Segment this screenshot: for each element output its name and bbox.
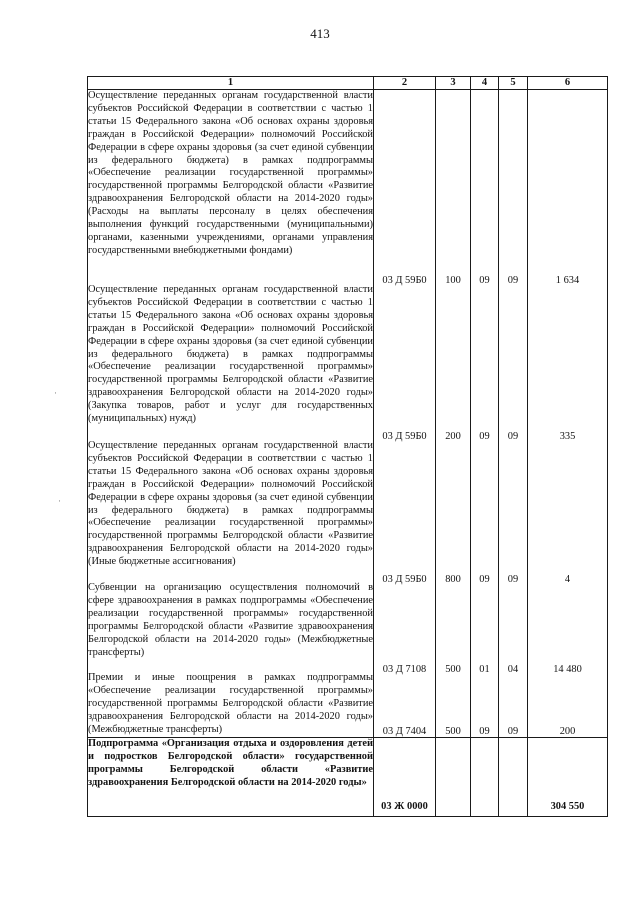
vr-column xyxy=(436,90,471,738)
column-header: 5 xyxy=(499,77,528,90)
row-vr: 100 xyxy=(445,275,461,286)
column-header: 3 xyxy=(436,77,471,90)
row-sum: 4 xyxy=(564,574,571,585)
row-description-cell xyxy=(88,90,374,738)
row-sum: 1 634 xyxy=(555,275,580,286)
row-pr: 04 xyxy=(507,664,519,675)
scan-artifact: · xyxy=(54,388,57,398)
subprogram-sum: 304 550 xyxy=(550,801,585,812)
row-pr: 09 xyxy=(507,431,519,442)
row-rz: 09 xyxy=(479,574,490,585)
subprogram-sum-cell xyxy=(528,738,608,817)
row-description: Субвенции на организацию осуществления полномочий в сфере здравоохранения в рамках подпрограммы «Обеспечение реализации государственной программы» государственной программы Белгородской области «Развитие здравоохранения Белгородской области на 2014-2020 годы» (Межбюджетные трансферты) xyxy=(88,582,373,658)
row-sum: 14 480 xyxy=(553,664,582,675)
subprogram-row xyxy=(88,738,608,817)
row-vr: 500 xyxy=(445,726,461,737)
row-sum: 335 xyxy=(559,431,576,442)
row-vr: 500 xyxy=(445,664,461,675)
column-header: 2 xyxy=(374,77,436,90)
sum-column xyxy=(528,90,608,738)
table-row xyxy=(88,90,608,738)
code-column xyxy=(374,90,436,738)
subprogram-rz-cell xyxy=(471,738,499,817)
budget-table xyxy=(87,76,608,817)
row-pr: 09 xyxy=(507,275,519,286)
subprogram-description: Подпрограмма «Организация отдыха и оздоровления детей и подростков Белгородской области» государственной программы Белгородской области «Развитие здравоохранения Белгородской области на 2014-2020 годы» xyxy=(88,738,373,788)
row-pr: 09 xyxy=(507,574,519,585)
column-header: 4 xyxy=(471,77,499,90)
subprogram-pr-cell xyxy=(499,738,528,817)
column-header: 6 xyxy=(528,77,608,90)
rz-column xyxy=(471,90,499,738)
scan-artifact: · xyxy=(58,496,61,506)
row-code: 03 Д 59Б0 xyxy=(382,275,427,286)
header-row xyxy=(88,77,608,90)
row-rz: 09 xyxy=(479,275,490,286)
row-sum: 200 xyxy=(559,726,576,737)
row-pr: 09 xyxy=(507,726,519,737)
pr-column xyxy=(499,90,528,738)
subprogram-code-cell xyxy=(374,738,436,817)
page-number: 413 xyxy=(310,26,330,41)
subprogram-code: 03 Ж 0000 xyxy=(381,801,428,812)
row-vr: 800 xyxy=(445,574,461,585)
row-code: 03 Д 7404 xyxy=(382,726,427,737)
row-description: Осуществление переданных органам государственной власти субъектов Российской Федерации в соответствии с частью 1 статьи 15 Федерального закона «Об основах охраны здоровья граждан в Российской Федерации» полномочий Российской Федерации в сфере охраны здоровья (за счет единой субвенции из федерального бюджета) в рамках подпрограммы «Обеспечение реализации государственной программы» государственной программы Белгородской области «Развитие здравоохранения Белгородской области на 2014-2020 годы» (Иные бюджетные ассигнования) xyxy=(88,440,373,568)
row-vr: 200 xyxy=(445,431,461,442)
row-description: Осуществление переданных органам государственной власти субъектов Российской Федерации в соответствии с частью 1 статьи 15 Федерального закона «Об основах охраны здоровья граждан в Российской Федерации» полномочий Российской Федерации в сфере охраны здоровья (за счет единой субвенции из федерального бюджета) в рамках подпрограммы «Обеспечение реализации государственной программы» государственной программы Белгородской области «Развитие здравоохранения Белгородской области на 2014-2020 годы» (Расходы на выплаты персоналу в целях обеспечения выполнения функций государственными (муниципальными) органами, казенными учреждениями, органами управления государственными внебюджетными фондами) xyxy=(88,90,373,256)
subprogram-description-cell xyxy=(88,738,374,817)
row-description: Премии и иные поощрения в рамках подпрограммы «Обеспечение реализации государственной программы» государственной программы Белгородской области «Развитие здравоохранения Белгородской области на 2014-2020 годы» (Межбюджетные трансферты) xyxy=(88,672,373,735)
row-code: 03 Д 59Б0 xyxy=(382,574,427,585)
row-code: 03 Д 7108 xyxy=(382,664,427,675)
row-rz: 09 xyxy=(479,726,490,737)
row-rz: 01 xyxy=(479,664,490,675)
row-rz: 09 xyxy=(479,431,490,442)
column-header: 1 xyxy=(88,77,374,90)
subprogram-vr-cell xyxy=(436,738,471,817)
row-code: 03 Д 59Б0 xyxy=(382,431,427,442)
row-description: Осуществление переданных органам государственной власти субъектов Российской Федерации в соответствии с частью 1 статьи 15 Федерального закона «Об основах охраны здоровья граждан в Российской Федерации» полномочий Российской Федерации в сфере охраны здоровья (за счет единой субвенции из федерального бюджета) в рамках подпрограммы «Обеспечение реализации государственной программы» государственной программы Белгородской области «Развитие здравоохранения Белгородской области на 2014-2020 годы» (Закупка товаров, работ и услуг для государственных (муниципальных) нужд) xyxy=(88,284,373,425)
